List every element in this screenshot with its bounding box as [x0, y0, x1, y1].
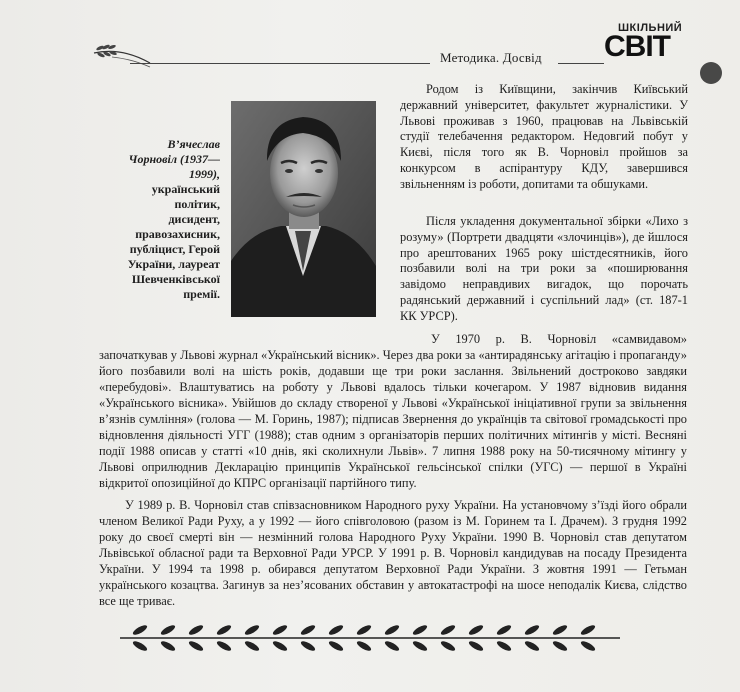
binder-hole	[700, 62, 722, 84]
paragraph-1: Родом із Київщини, закінчив Київський державний університет, факультет журналістики. У Львові проживав з 1960, працював на Львівській студії телебачення редактором. Недовгий побут у Києві, після того як В. Чорновіл пройшов за конкурсом в аспірантуру КДУ, завершився звільненням із роботи, допитами та обшуками.	[400, 82, 688, 191]
magazine-logo	[604, 22, 688, 74]
logo-top-text: ШКІЛЬНИЙ	[618, 22, 683, 34]
caption-description: український політик, дисидент, правозахисник, публіцист, Герой України, лауреат Шевченківської премії.	[127, 182, 220, 301]
wheat-ornament-icon	[92, 33, 152, 73]
section-title: Методика. Досвід	[440, 50, 542, 65]
portrait-caption	[120, 137, 220, 302]
portrait-photo	[231, 101, 376, 317]
paragraph-3: У 1970 р. В. Чорновіл «самвидавом» започаткував у Львові журнал «Український вісник». Через два роки за «антирадянську агітацію і пропаганду» його позбавили волі на шість років, додавши ще три роки заслання. Звільнений достроково завдяки «перебудові». Влаштуватись на роботу у Львові вдалось тільки кочегаром. У 1987 відновив видання «Українського вісника». Увійшов до складу створеної у Львові «Української ініціативної групи за звільнення в’язнів сумління» (голова — М. Горинь, 1987); підписав Звернення до українців та світової громадськості про відновлення діяльності УГГ (1988); став одним з організаторів перших політичних мітингів у місті. Весняні події 1988 описав у статті «10 днів, які сколихнули Львів». 7 липня 1988 року на 50-тисячному мітингу у Львові оприлюднив Декларацію принципів Української гельсінської спілки (УГС) — першої в Україні відкритої опозиційної до КПРС організації партійного типу.	[99, 332, 687, 490]
caption-name: В’ячеслав Чорновіл (1937—1999),	[128, 137, 220, 181]
paragraph-2: Після укладення документальної збірки «Лихо з розуму» (Портрети двадцяти «злочинців»), де йшлося про арештованих 1965 року шістдесятників, його позбавили волі на три роки за «поширювання завідомо неправдивих вигадок, що порочать радянський державний і суспільний лад» (ст. 187-1 КК УРСР).	[400, 214, 688, 323]
portrait-image	[231, 101, 376, 317]
header-rule	[130, 63, 430, 64]
logo-main-text: СВІТ	[604, 30, 670, 63]
leaf-garland-ornament-icon	[120, 620, 620, 656]
paragraph-4: У 1989 р. В. Чорновіл став співзасновником Народного руху України. На установчому з’їзді його обрали членом Великої Ради Руху, а у 1992 — його співголовою (разом із М. Горинем та І. Драчем). З грудня 1992 року до своєї смерті він — незмінний голова Народного Руху України. 1990 В. Чорновіл став депутатом Львівської обласної ради та Верховної Ради УРСР. У 1991 р. В. Чорновіл кандидував на посаду Президента України. У 1994 та 1998 р. обирався депутатом Верховної Ради України. З жовтня 1991 — Гетьман українського козацтва. Загинув за нез’ясованих обставин у автокатастрофі на шосе неподалік Києва, слідство все ще триває.	[99, 498, 687, 608]
header-rule-right	[558, 63, 604, 64]
